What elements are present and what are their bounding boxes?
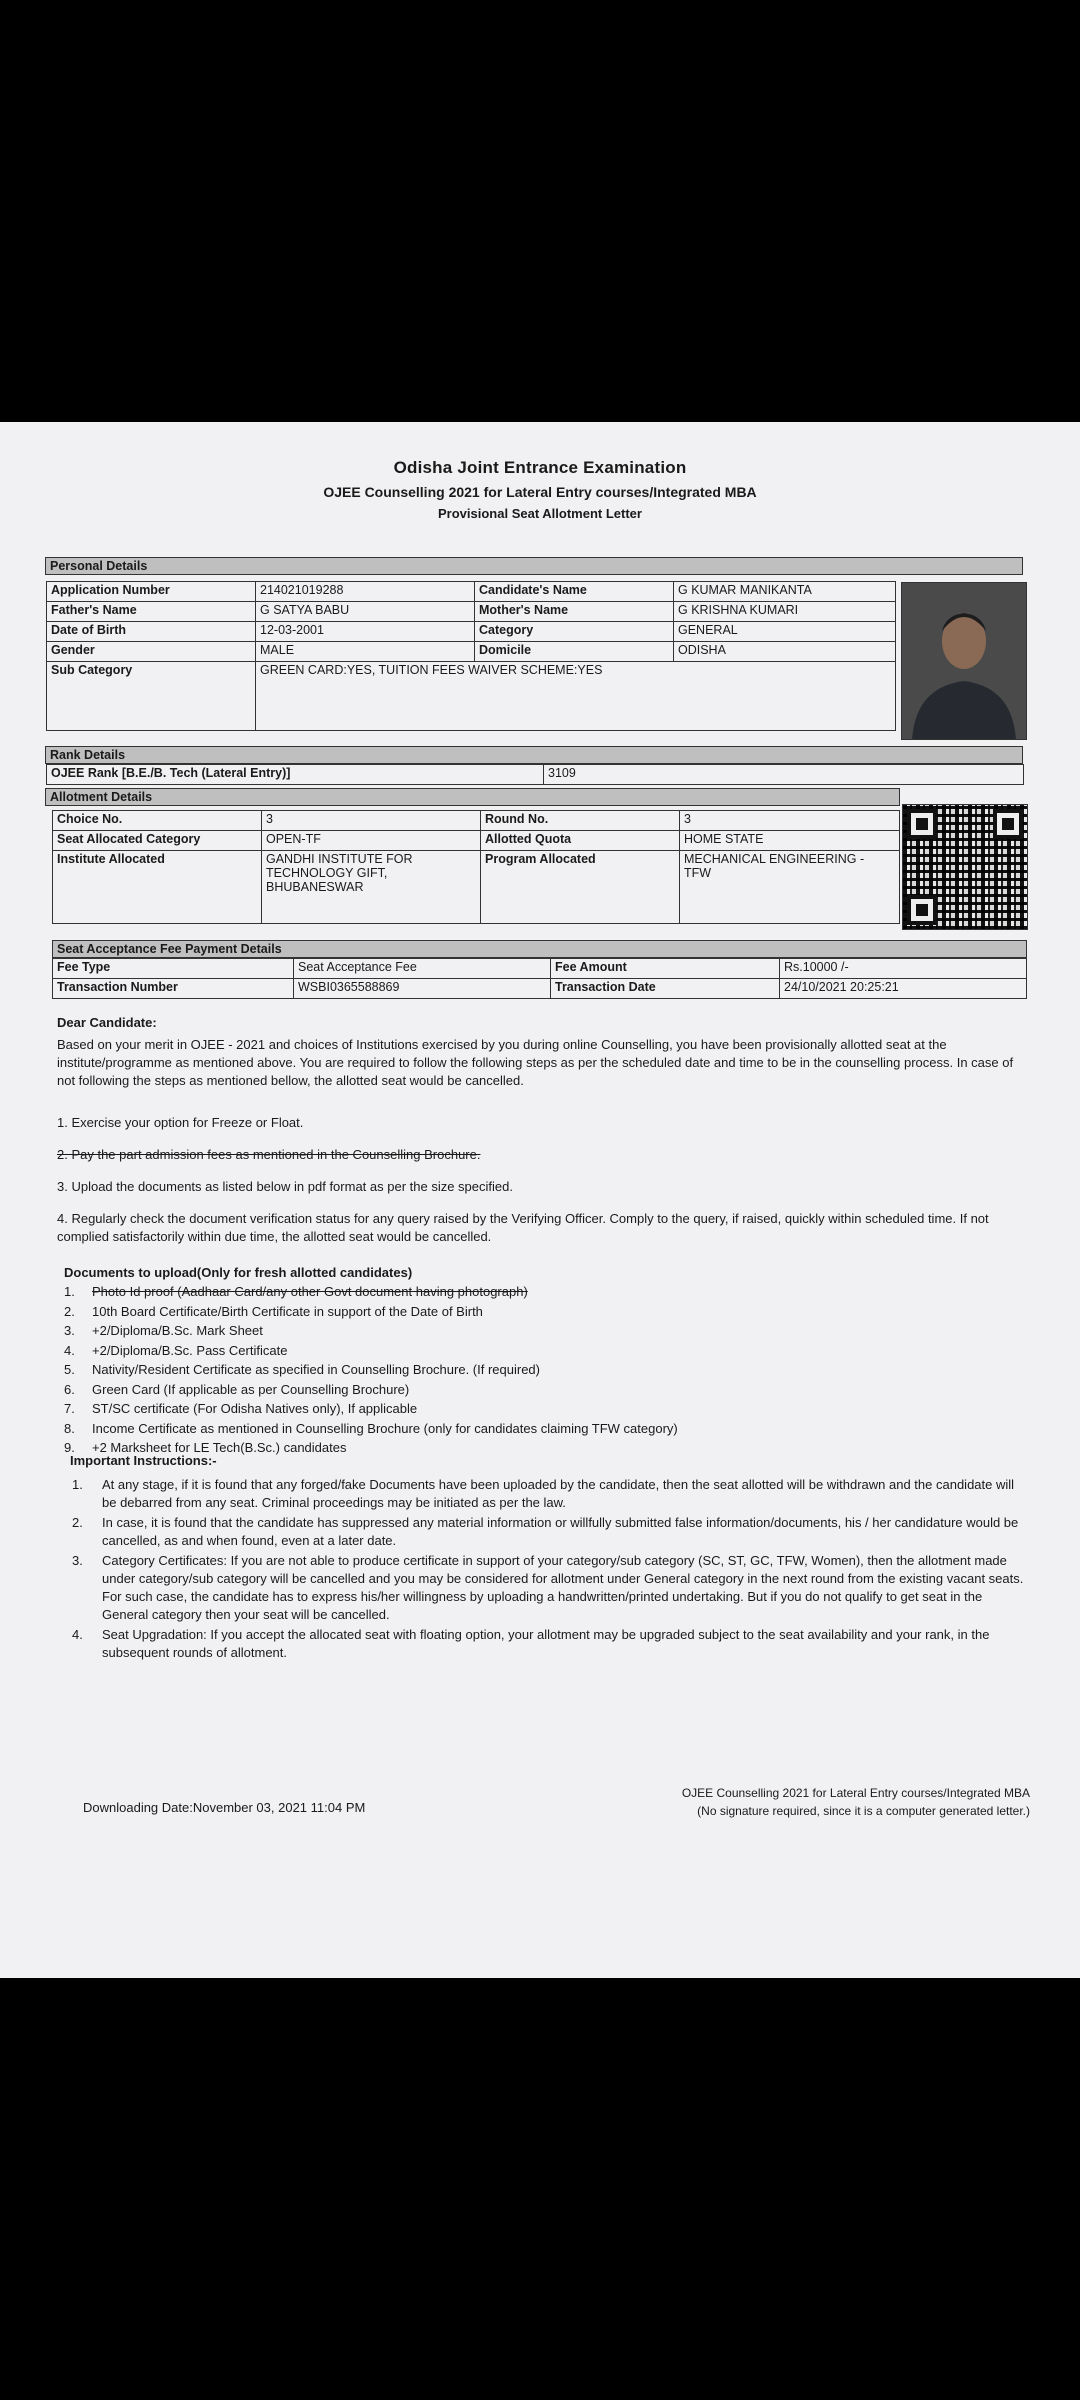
footer-line: OJEE Counselling 2021 for Lateral Entry courses/Integrated MBA (681, 1786, 1030, 1800)
qr-finder (907, 809, 937, 839)
instruction-text: At any stage, if it is found that any forged/fake Documents have been uploaded by the candidate, then the seat allotted will be withdrawn and the candidate will be debarred from any seat. Criminal proceedings may be initiated as per the law. (102, 1477, 1015, 1510)
instructions-heading: Important Instructions:- (70, 1453, 217, 1468)
doc-item (64, 1284, 1024, 1304)
doc-number: 6. (64, 1381, 75, 1397)
doc-item (64, 1304, 1024, 1324)
greeting: Dear Candidate: (57, 1015, 157, 1030)
intro-text: Based on your merit in OJEE - 2021 and choices of Institutions exercised by you during online Counselling, you have been provisionally allotted seat at the institute/programme as mentioned above. You are required to follow the following steps as per the scheduled date and time to be in the counselling process. In case of not following the steps as mentioned bellow, the allotted seat would be cancelled. (57, 1037, 1014, 1088)
instruction-text: Seat Upgradation: If you accept the allocated seat with floating option, your allotment may be upgraded subject to the seat availability and your rank, in the subsequent rounds of allotment. (102, 1627, 990, 1660)
allotment-letter (0, 422, 1080, 1978)
doc-item (64, 1362, 1024, 1382)
documents-heading: Documents to upload(Only for fresh allotted candidates) (64, 1265, 413, 1280)
footer-line: (No signature required, since it is a computer generated letter.) (697, 1804, 1030, 1818)
doc-number: 4. (64, 1342, 75, 1358)
documents-list (64, 1284, 1024, 1460)
rank-label: OJEE Rank [B.E./B. Tech (Lateral Entry)] (47, 765, 544, 785)
counselling-subtitle: OJEE Counselling 2021 for Lateral Entry courses/Integrated MBA (323, 484, 757, 500)
qr-finder (993, 809, 1023, 839)
subcategory-value: GREEN CARD:YES, TUITION FEES WAIVER SCHEME:YES (256, 662, 896, 731)
doc-text: ST/SC certificate (For Odisha Natives only), If applicable (92, 1401, 418, 1416)
father-label: Father's Name (47, 602, 256, 622)
download-date: Downloading Date:November 03, 2021 11:04 PM (83, 1800, 366, 1815)
doc-text: Income Certificate as mentioned in Counselling Brochure (only for candidates claiming TFW category) (92, 1420, 678, 1436)
fee-table (52, 958, 1027, 999)
mother-value: G KRISHNA KUMARI (674, 602, 896, 622)
institute-line: BHUBANESWAR (266, 880, 364, 894)
doc-text: +2/Diploma/B.Sc. Mark Sheet (92, 1323, 263, 1338)
instructions-list (72, 1476, 1032, 1662)
txn-date-value: 24/10/2021 20:25:21 (780, 979, 1027, 999)
intro-paragraph (57, 1036, 1027, 1090)
fee-section-header: Seat Acceptance Fee Payment Details (52, 940, 1027, 958)
doc-number: 7. (64, 1401, 75, 1416)
doc-text: +2 Marksheet for LE Tech(B.Sc.) candidates (92, 1440, 347, 1455)
qr-code (902, 804, 1028, 930)
rank-table (46, 764, 1024, 785)
rank-section-header: Rank Details (45, 746, 1023, 764)
candidate-photo (901, 582, 1027, 740)
doc-number: 9. (64, 1440, 75, 1455)
institute-value (262, 851, 481, 924)
program-line: MECHANICAL ENGINEERING - (684, 852, 865, 866)
fee-amount-value: Rs.10000 /- (780, 959, 1027, 979)
txn-number-label: Transaction Number (53, 979, 294, 999)
subcategory-label: Sub Category (47, 662, 256, 731)
program-label: Program Allocated (481, 851, 680, 924)
step-4: 4. Regularly check the document verification status for any query raised by the Verifying Officer. Comply to the query, if raised, quickly within scheduled time. If not complied satisfactorily within due time, the allotted seat would be cancelled. (57, 1211, 989, 1244)
doc-item (64, 1382, 1024, 1402)
dob-value: 12-03-2001 (256, 622, 475, 642)
footer-note (682, 1784, 1030, 1820)
doc-text: 10th Board Certificate/Birth Certificate in support of the Date of Birth (92, 1303, 483, 1319)
domicile-value: ODISHA (674, 642, 896, 662)
instruction-item: 2. In case, it is found that the candidate has suppressed any material information or willfully submitted false information/documents, his / her candidature would be cancelled, as and when found, even at a later date. (72, 1514, 1032, 1550)
choice-label: Choice No. (53, 811, 262, 831)
program-line: TFW (684, 866, 712, 880)
txn-date-label: Transaction Date (551, 979, 780, 999)
qr-finder (907, 895, 937, 925)
candidate-name-label: Candidate's Name (475, 582, 674, 602)
app-no-value: 214021019288 (256, 582, 475, 602)
doc-text: Nativity/Resident Certificate as specified in Counselling Brochure. (If required) (92, 1362, 540, 1377)
letter-type: Provisional Seat Allotment Letter (438, 506, 642, 521)
step-2: 2. Pay the part admission fees as mentioned in the Counselling Brochure. (57, 1147, 481, 1162)
step-1: 1. Exercise your option for Freeze or Float. (57, 1115, 304, 1130)
quota-label: Allotted Quota (481, 831, 680, 851)
instruction-item: 1. At any stage, if it is found that any forged/fake Documents have been uploaded by the candidate, then the seat allotted will be withdrawn and the candidate will be debarred from any seat. Criminal proceedings may be initiated as per the law. (72, 1476, 1032, 1512)
fee-type-label: Fee Type (53, 959, 294, 979)
rank-value: 3109 (544, 765, 1024, 785)
category-label: Category (475, 622, 674, 642)
doc-number: 8. (64, 1420, 75, 1436)
exam-title: Odisha Joint Entrance Examination (393, 458, 687, 477)
institute-line: GANDHI INSTITUTE FOR (266, 852, 413, 866)
app-no-label: Application Number (47, 582, 256, 602)
personal-table (46, 581, 896, 731)
txn-number-value: WSBI0365588869 (294, 979, 551, 999)
dob-label: Date of Birth (47, 622, 256, 642)
instruction-text: In case, it is found that the candidate has suppressed any material information or willfully submitted false information/documents, his / her candidature would be cancelled, as and when found, even at a later date. (102, 1515, 1019, 1548)
personal-section-header: Personal Details (45, 557, 1023, 575)
choice-value: 3 (262, 811, 481, 831)
allotment-section-header: Allotment Details (45, 788, 900, 806)
fee-type-value: Seat Acceptance Fee (294, 959, 551, 979)
doc-number: 2. (64, 1303, 75, 1319)
father-value: G SATYA BABU (256, 602, 475, 622)
doc-number: 1. (64, 1284, 75, 1299)
mother-label: Mother's Name (475, 602, 674, 622)
gender-label: Gender (47, 642, 256, 662)
instruction-item: 3. Category Certificates: If you are not able to produce certificate in support of your category/sub category (SC, ST, GC, TFW, Women), then the allotment made under category/sub category will be cancelled and you may be considered for allotment under General category in the next round from the existing vacant seats. For such case, the candidate has to express his/her willingness by uploading a handwritten/printed undertaking. But if you do not qualify to get seat in the General category then your seat will be cancelled. (72, 1552, 1032, 1624)
doc-item (64, 1421, 1024, 1441)
program-value (680, 851, 900, 924)
doc-item (64, 1343, 1024, 1363)
doc-number: 3. (64, 1323, 75, 1338)
quota-value: HOME STATE (680, 831, 900, 851)
category-value: GENERAL (674, 622, 896, 642)
fee-amount-label: Fee Amount (551, 959, 780, 979)
allotment-table (52, 810, 900, 924)
instruction-item: 4. Seat Upgradation: If you accept the allocated seat with floating option, your allotment may be upgraded subject to the seat availability and your rank, in the subsequent rounds of allotment. (72, 1626, 1032, 1662)
candidate-name-value: G KUMAR MANIKANTA (674, 582, 896, 602)
doc-text: Green Card (If applicable as per Counselling Brochure) (92, 1381, 410, 1397)
doc-item (64, 1323, 1024, 1343)
round-label: Round No. (481, 811, 680, 831)
doc-text: +2/Diploma/B.Sc. Pass Certificate (92, 1342, 288, 1358)
doc-number: 5. (64, 1362, 75, 1377)
domicile-label: Domicile (475, 642, 674, 662)
doc-text: Photo Id proof (Aadhaar Card/any other Govt document having photograph) (92, 1284, 528, 1299)
gender-value: MALE (256, 642, 475, 662)
round-value: 3 (680, 811, 900, 831)
step-3: 3. Upload the documents as listed below in pdf format as per the size specified. (57, 1179, 513, 1194)
instruction-text: Category Certificates: If you are not able to produce certificate in support of your category/sub category (SC, ST, GC, TFW, Women), then the allotment made under category/sub category will be cancelled and you may be considered for allotment under General category in the next round from the existing vacant seats. For such case, the candidate has to express his/her willingness by uploading a handwritten/printed undertaking. But if you do not qualify to get seat in the General category then your seat will be cancelled. (102, 1553, 1024, 1622)
institute-line: TECHNOLOGY GIFT, (266, 866, 388, 880)
institute-label: Institute Allocated (53, 851, 262, 924)
seat-category-value: OPEN-TF (262, 831, 481, 851)
doc-item (64, 1401, 1024, 1421)
seat-category-label: Seat Allocated Category (53, 831, 262, 851)
